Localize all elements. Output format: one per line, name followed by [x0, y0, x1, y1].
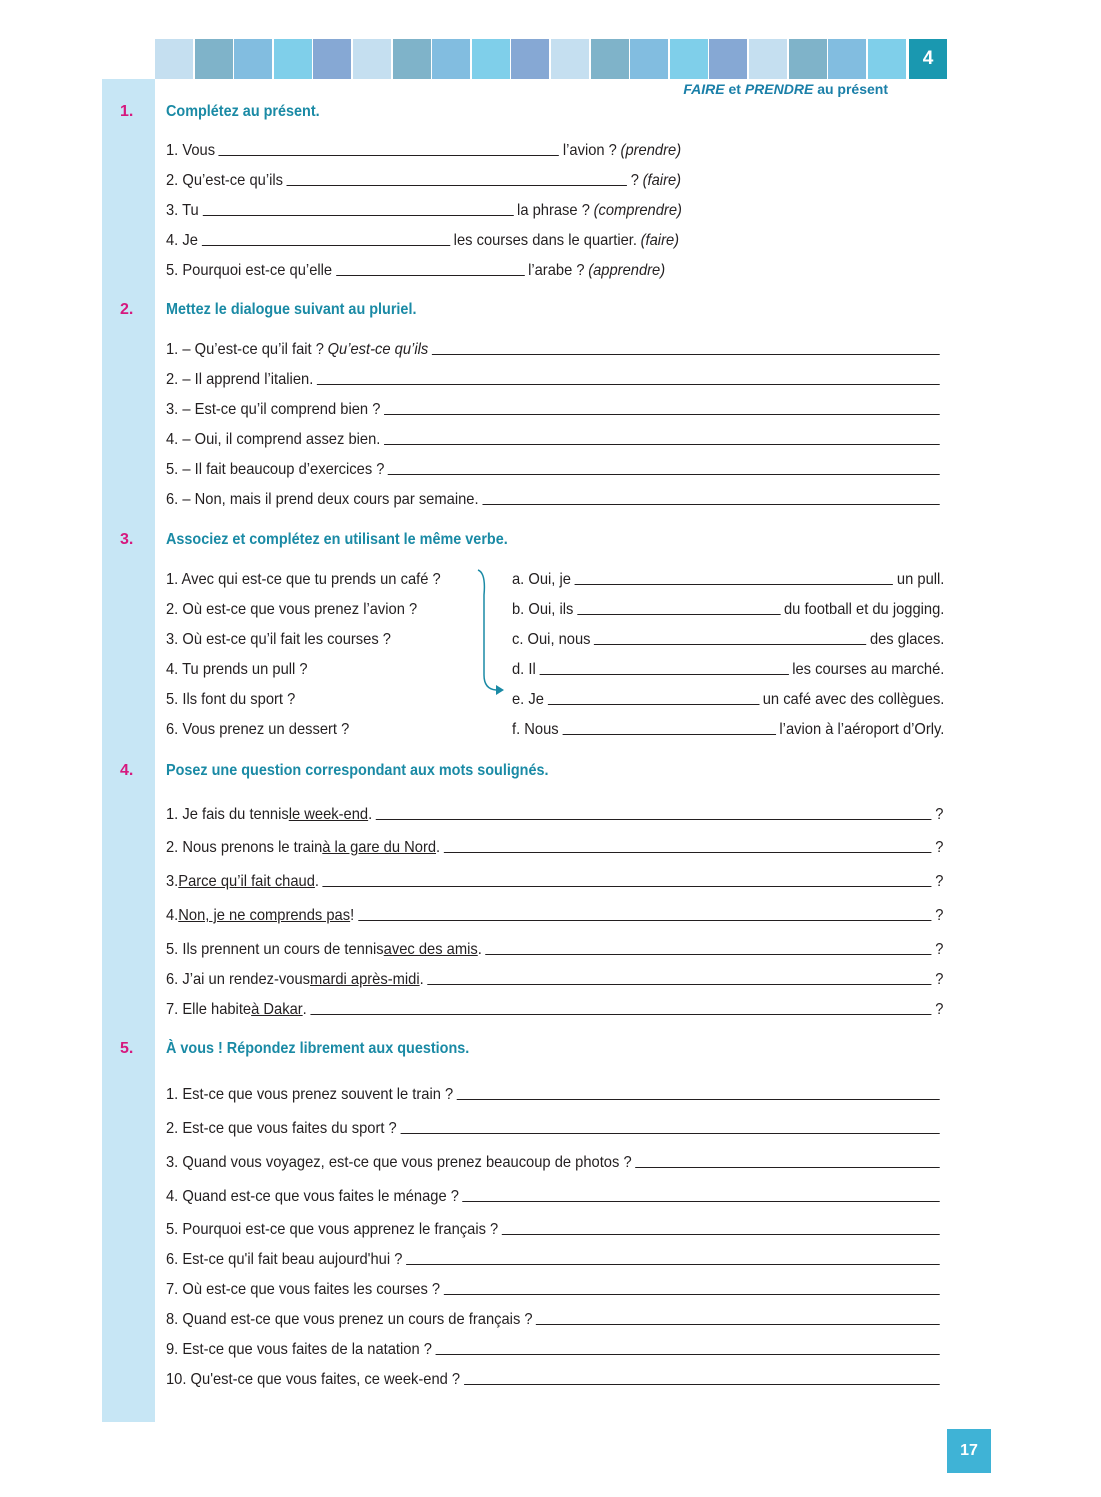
item-text: .	[314, 873, 320, 890]
exercise-5-item	[166, 1172, 943, 1206]
header-tile	[749, 39, 787, 79]
item-text: c. Oui, nous	[512, 631, 591, 648]
item-text: 4.	[166, 907, 179, 924]
item-text: 4. Je	[166, 232, 198, 249]
item-text: 5. Ils prennent un cours de tennis	[166, 941, 384, 958]
item-text: 6. Vous prenez un dessert ?	[166, 721, 350, 738]
exercise-4-item	[166, 891, 943, 925]
exercise-3-question	[166, 709, 460, 739]
item-text: 4. Quand est-ce que vous faites le ménage ?	[166, 1188, 459, 1205]
verb-hint: (comprendre)	[593, 202, 682, 219]
header-tile	[195, 39, 233, 79]
item-text: 3. Tu	[166, 202, 199, 219]
question-mark: ?	[935, 971, 944, 988]
item-text: les courses au marché.	[792, 661, 945, 678]
answer-blank[interactable]	[388, 473, 940, 475]
match-arrow	[470, 565, 520, 700]
answer-blank[interactable]	[358, 919, 932, 921]
exercise-3-answer	[512, 709, 944, 739]
item-text: .	[436, 839, 441, 856]
header-tile	[868, 39, 906, 79]
header-tile	[432, 39, 470, 79]
exercise-3-answers	[512, 559, 982, 739]
item-text: 8. Quand est-ce que vous prenez un cours de français ?	[166, 1311, 533, 1328]
answer-blank[interactable]	[427, 983, 931, 985]
header-tile	[670, 39, 708, 79]
exercise-1-item	[166, 250, 727, 280]
item-text: b. Oui, ils	[512, 601, 574, 618]
chapter-title-prendre: PRENDRE	[744, 81, 814, 97]
answer-blank[interactable]	[400, 1132, 939, 1134]
exercise-3-question	[166, 679, 460, 709]
header-tile	[155, 39, 193, 79]
exercise-1-item	[166, 160, 727, 190]
answer-blank[interactable]	[310, 1013, 931, 1015]
exercise-4-item	[166, 925, 943, 959]
answer-blank[interactable]	[594, 643, 866, 645]
answer-blank[interactable]	[457, 1098, 940, 1100]
header-tile	[551, 39, 589, 79]
answer-blank[interactable]	[562, 733, 775, 735]
exercise-5-title: À vous ! Répondez librement aux questions.	[166, 1040, 470, 1057]
chapter-number-badge: 4	[909, 39, 947, 79]
item-text: 3. Où est-ce qu’il fait les courses ?	[166, 631, 391, 648]
exercise-3-number: 3.	[120, 531, 134, 548]
item-text: l’avion ?	[562, 142, 617, 159]
answer-blank[interactable]	[432, 353, 940, 355]
exercise-3-question	[166, 589, 460, 619]
underlined-words: le week-end	[288, 806, 369, 823]
underlined-words: à la gare du Nord	[322, 839, 437, 856]
exercise-3-question	[166, 649, 460, 679]
exercise-2-item	[166, 419, 943, 449]
exercise-2-item	[166, 389, 943, 419]
exercise-5-number: 5.	[120, 1040, 134, 1057]
underlined-words: mardi après-midi	[310, 971, 420, 988]
question-mark: ?	[935, 873, 944, 890]
item-text: des glaces.	[869, 631, 945, 648]
item-text: 6. Est-ce qu'il fait beau aujourd'hui ?	[166, 1251, 403, 1268]
item-text: 5. Ils font du sport ?	[166, 691, 296, 708]
item-text: 4. Tu prends un pull ?	[166, 661, 308, 678]
item-text: 3. – Est-ce qu’il comprend bien ?	[166, 401, 381, 418]
answer-blank[interactable]	[219, 154, 559, 156]
item-text: a. Oui, je	[512, 571, 571, 588]
header-tile	[828, 39, 866, 79]
exercise-2-items	[166, 329, 1011, 509]
chapter-title-et: et	[728, 81, 741, 97]
answer-blank[interactable]	[575, 583, 894, 585]
answer-blank[interactable]	[548, 703, 759, 705]
item-text: ?	[630, 172, 639, 189]
item-text: 1. – Qu’est-ce qu’il fait ?	[166, 341, 324, 358]
item-text: l’avion à l’aéroport d’Orly.	[779, 721, 945, 738]
header-tile	[709, 39, 747, 79]
item-text: 9. Est-ce que vous faites de la natation ?	[166, 1341, 432, 1358]
underlined-words: Non, je ne comprends pas	[178, 907, 351, 924]
item-text: 1. Vous	[166, 142, 216, 159]
item-text: .	[419, 971, 424, 988]
item-text: .	[477, 941, 482, 958]
exercise-4-items	[166, 791, 1011, 1019]
item-text: e. Je	[512, 691, 544, 708]
exercise-2-item	[166, 329, 943, 359]
exercise-1-item	[166, 190, 727, 220]
exercise-1-items	[166, 130, 776, 280]
exercise-2-item	[166, 479, 943, 509]
item-text: 2. – Il apprend l’italien.	[166, 371, 314, 388]
exercise-3-question	[166, 559, 460, 589]
left-sidebar-band	[102, 79, 155, 1422]
item-text: 2. Est-ce que vous faites du sport ?	[166, 1120, 397, 1137]
item-text: du football et du jogging.	[783, 601, 945, 618]
exercise-3-answer	[512, 649, 944, 679]
exercise-1-number: 1.	[120, 103, 134, 120]
item-text: 1. Avec qui est-ce que tu prends un café ?	[166, 571, 441, 588]
verb-hint: (faire)	[642, 172, 682, 189]
question-mark: ?	[935, 941, 944, 958]
exercise-4-item	[166, 989, 943, 1019]
verb-hint: (apprendre)	[588, 262, 666, 279]
answer-blank[interactable]	[336, 274, 525, 276]
answer-blank[interactable]	[635, 1166, 939, 1168]
verb-hint: (prendre)	[620, 142, 682, 159]
exercise-2-title: Mettez le dialogue suivant au pluriel.	[166, 301, 417, 318]
item-text: 3.	[166, 873, 179, 890]
answer-blank[interactable]	[287, 184, 627, 186]
item-text: 2. Nous prenons le train	[166, 839, 323, 856]
underlined-words: Parce qu’il fait chaud	[178, 873, 315, 890]
exercise-3-questions	[166, 559, 486, 739]
exercise-2-item	[166, 359, 943, 389]
item-text: 3. Quand vous voyagez, est-ce que vous prenez beaucoup de photos ?	[166, 1154, 632, 1171]
exercise-5-item	[166, 1329, 943, 1359]
item-text: d. Il	[512, 661, 536, 678]
header-tile	[313, 39, 351, 79]
exercise-5-item	[166, 1239, 943, 1269]
exercise-5-items	[166, 1070, 1011, 1389]
exercise-5-item	[166, 1104, 943, 1138]
item-text: un pull.	[896, 571, 945, 588]
exercise-2-item	[166, 449, 943, 479]
answer-blank[interactable]	[202, 214, 513, 216]
question-mark: ?	[935, 806, 944, 823]
header-tile	[789, 39, 827, 79]
exercise-5-item	[166, 1138, 943, 1172]
exercise-1-title: Complétez au présent.	[166, 103, 320, 120]
exercise-2-number: 2.	[120, 301, 134, 318]
exercise-4-number: 4.	[120, 762, 134, 779]
chapter-title-au-present: au présent	[817, 81, 888, 97]
item-text: l’arabe ?	[528, 262, 585, 279]
exercise-4-item	[166, 791, 943, 824]
header-tile	[511, 39, 549, 79]
answer-blank[interactable]	[463, 1200, 940, 1202]
item-text: 6. – Non, mais il prend deux cours par semaine.	[166, 491, 479, 508]
exercise-4-item	[166, 959, 943, 989]
header-color-strip	[155, 39, 907, 79]
item-text: 4. – Oui, il comprend assez bien.	[166, 431, 381, 448]
example-answer: Qu’est-ce qu’ils	[327, 341, 429, 358]
header-tile	[393, 39, 431, 79]
item-text: un café avec des collègues.	[762, 691, 945, 708]
item-text: les courses dans le quartier.	[453, 232, 637, 249]
exercise-4-item	[166, 857, 943, 891]
chapter-title	[683, 81, 888, 97]
item-text: 5. Pourquoi est-ce qu’elle	[166, 262, 333, 279]
answer-blank[interactable]	[539, 673, 788, 675]
answer-blank[interactable]	[323, 885, 932, 887]
answer-blank[interactable]	[376, 818, 932, 820]
item-text: 7. Elle habite	[166, 1001, 252, 1018]
exercise-5-item	[166, 1070, 943, 1104]
answer-blank[interactable]	[536, 1323, 939, 1325]
exercise-5-item	[166, 1359, 943, 1389]
exercise-5-item	[166, 1269, 943, 1299]
item-text: 2. Qu’est-ce qu’ils	[166, 172, 283, 189]
answer-blank[interactable]	[577, 613, 780, 615]
answer-blank[interactable]	[486, 953, 932, 955]
question-mark: ?	[935, 1001, 944, 1018]
chapter-title-faire: FAIRE	[683, 81, 725, 97]
exercise-1-item	[166, 220, 727, 250]
answer-blank[interactable]	[502, 1233, 940, 1235]
page-number: 17	[947, 1429, 991, 1473]
item-text: 5. Pourquoi est-ce que vous apprenez le français ?	[166, 1221, 499, 1238]
question-mark: ?	[935, 907, 944, 924]
item-text: la phrase ?	[517, 202, 590, 219]
exercise-5-item	[166, 1206, 943, 1239]
underlined-words: avec des amis	[383, 941, 478, 958]
item-text: 2. Où est-ce que vous prenez l’avion ?	[166, 601, 418, 618]
header-tile	[234, 39, 272, 79]
exercise-4-title: Posez une question correspondant aux mots soulignés.	[166, 762, 549, 779]
answer-blank[interactable]	[202, 244, 450, 246]
underlined-words: à Dakar	[251, 1001, 303, 1018]
exercise-3-answer	[512, 559, 944, 589]
item-text: 5. – Il fait beaucoup d’exercices ?	[166, 461, 385, 478]
item-text: .	[302, 1001, 307, 1018]
item-text: f. Nous	[512, 721, 559, 738]
item-text: 1. Je fais du tennis	[166, 806, 289, 823]
exercise-3-answer	[512, 679, 944, 709]
header-tile	[472, 39, 510, 79]
item-text: 7. Où est-ce que vous faites les courses ?	[166, 1281, 441, 1298]
answer-blank[interactable]	[444, 1293, 940, 1295]
header-tile	[630, 39, 668, 79]
exercise-5-item	[166, 1299, 943, 1329]
item-text: 10. Qu'est-ce que vous faites, ce week-end ?	[166, 1371, 461, 1388]
exercise-3-title: Associez et complétez en utilisant le même verbe.	[166, 531, 508, 548]
exercise-3-answer	[512, 619, 944, 649]
verb-hint: (faire)	[640, 232, 680, 249]
item-text: .	[368, 806, 373, 823]
answer-blank[interactable]	[384, 443, 940, 445]
item-text: 1. Est-ce que vous prenez souvent le train ?	[166, 1086, 454, 1103]
exercise-1-item	[166, 130, 727, 160]
answer-blank[interactable]	[436, 1353, 940, 1355]
exercise-3-question	[166, 619, 460, 649]
exercise-3-answer	[512, 589, 944, 619]
question-mark: ?	[935, 839, 944, 856]
item-text: !	[350, 907, 355, 924]
exercise-4-item	[166, 824, 943, 857]
answer-blank[interactable]	[482, 503, 939, 505]
answer-blank[interactable]	[384, 413, 940, 415]
header-tile	[353, 39, 391, 79]
answer-blank[interactable]	[464, 1383, 940, 1385]
item-text: 6. J’ai un rendez-vous	[166, 971, 311, 988]
answer-blank[interactable]	[444, 851, 932, 853]
answer-blank[interactable]	[317, 383, 940, 385]
header-tile	[274, 39, 312, 79]
answer-blank[interactable]	[406, 1263, 940, 1265]
header-tile	[591, 39, 629, 79]
